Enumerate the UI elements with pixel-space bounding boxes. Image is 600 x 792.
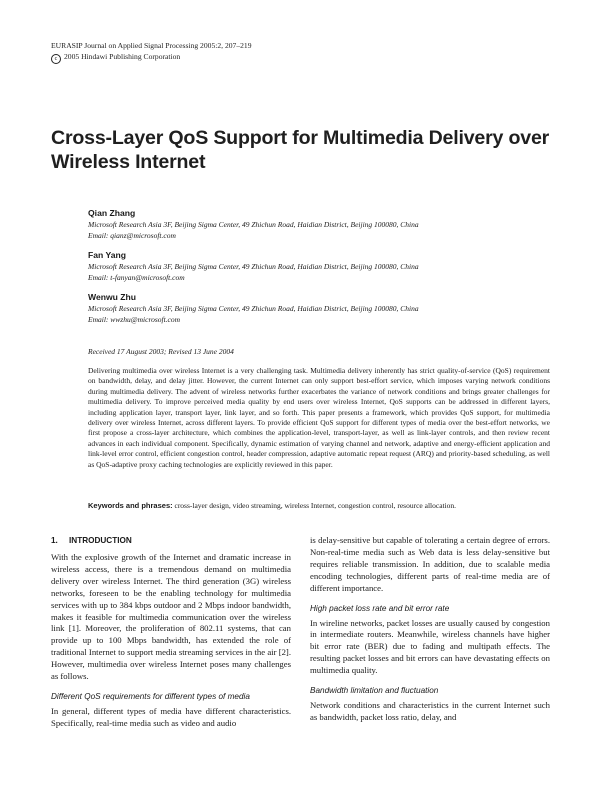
copyright-text: 2005 Hindawi Publishing Corporation <box>64 52 181 61</box>
author-name: Qian Zhang <box>88 208 136 218</box>
section-title: INTRODUCTION <box>69 536 132 545</box>
paper-title: Cross-Layer QoS Support for Multimedia Delivery over Wireless Internet <box>51 127 550 173</box>
author-block <box>88 207 528 241</box>
body-paragraph: In wireline networks, packet losses are usually caused by congestion in intermediate routers. Meanwhile, wireless channels have higher bit error rate (BER) due to fading and multipath effects. The resulting packet losses and bit errors can have devastating effects on multimedia quality. <box>310 617 550 676</box>
author-affiliation: Microsoft Research Asia 3F, Beijing Sigma Center, 49 Zhichun Road, Haidian District, Beijing 100080, China <box>88 304 419 313</box>
author-email[interactable]: Email: wwzhu@microsoft.com <box>88 314 181 324</box>
author-email[interactable]: Email: qianz@microsoft.com <box>88 230 176 240</box>
author-name: Fan Yang <box>88 250 127 260</box>
author-affiliation: Microsoft Research Asia 3F, Beijing Sigma Center, 49 Zhichun Road, Haidian District, Beijing 100080, China <box>88 220 419 229</box>
body-paragraph: In general, different types of media have different characteristics. Specifically, real-time media such as video and audio <box>51 705 291 728</box>
author-affiliation: Microsoft Research Asia 3F, Beijing Sigma Center, 49 Zhichun Road, Haidian District, Beijing 100080, China <box>88 262 419 271</box>
author-block <box>88 249 528 283</box>
journal-copyright <box>51 51 252 64</box>
left-column <box>51 535 291 730</box>
received-dates: Received 17 August 2003; Revised 13 June 2004 <box>88 347 234 356</box>
keywords-label: Keywords and phrases: <box>88 501 173 510</box>
section-number: 1. <box>51 536 58 545</box>
abstract: Delivering multimedia over wireless Internet is a very challenging task. Multimedia delivery inherently has strict quality-of-service (QoS) requirement on bandwidth, delay, and delay jitter. However, the current Internet can only support best-effort service, which imposes varying network conditions during multimedia delivery. The advent of wireless networks further exacerbates the variance of network conditions and brings greater challenges for multimedia delivery. To improve perceived media quality by end users over wireless Internet, QoS supports can be addressed in different layers, including application layer, transport layer, link layer, and so forth. This paper presents a framework, which provides QoS support, for multimedia delivery over wireless Internet, across different layers. To provide efficient QoS support for different types of media over the best-effort networks, we first propose a cross-layer architecture, which combines the application-level, transport-layer, as well as link-layer controls, and then review recent advances in each individual component. Specifically, dynamic estimation of varying channel and network, adaptive and energy-efficient application and link-level error control, efficient congestion control, header compression, adaptive automatic repeat request (ARQ) and priority-based scheduling, as well as QoS-adaptive proxy caching technologies are explicitly reviewed in this paper. <box>88 366 550 469</box>
author-block <box>88 291 528 325</box>
right-column <box>310 535 550 724</box>
author-email[interactable]: Email: t-fanyan@microsoft.com <box>88 272 185 282</box>
journal-citation: EURASIP Journal on Applied Signal Processing 2005:2, 207–219 <box>51 41 252 50</box>
subsection-heading: Bandwidth limitation and fluctuation <box>310 686 439 696</box>
subsection-heading: Different QoS requirements for different types of media <box>51 691 250 701</box>
body-paragraph: With the explosive growth of the Internet and dramatic increase in wireless access, there is a tremendous demand on multimedia delivery over wireless Internet. The third generation (3G) wireless networks, foreseen to be the enabling technology for multimedia services with up to 384 kbps outdoor and 2 Mbps indoor bandwidth, makes it feasible for multimedia communication over the wireless link [1]. Moreover, the proliferation of 802.11 systems, that can provide up to 100 Mbps bandwidth, has extended the role of traditional Internet to support media streaming services in the air [2]. However, multimedia over wireless Internet poses many challenges as follows. <box>51 552 291 682</box>
keywords <box>88 501 550 511</box>
author-name: Wenwu Zhu <box>88 292 137 302</box>
copyright-icon: c <box>51 54 61 64</box>
section-heading <box>51 535 291 546</box>
author-list <box>88 207 528 333</box>
subsection-heading: High packet loss rate and bit error rate <box>310 603 450 613</box>
journal-header <box>51 40 252 64</box>
body-paragraph: Network conditions and characteristics in the current Internet such as bandwidth, packet loss ratio, delay, and <box>310 700 550 722</box>
keywords-text: cross-layer design, video streaming, wireless Internet, congestion control, resource allocation. <box>174 501 457 510</box>
body-paragraph: is delay-sensitive but capable of tolerating a certain degree of errors. Non-real-time media such as Web data is less delay-sensitive but requires reliable transmission. In addition, due to scalable media encoding technologies, different parts of real-time media are of different importance. <box>310 535 550 593</box>
